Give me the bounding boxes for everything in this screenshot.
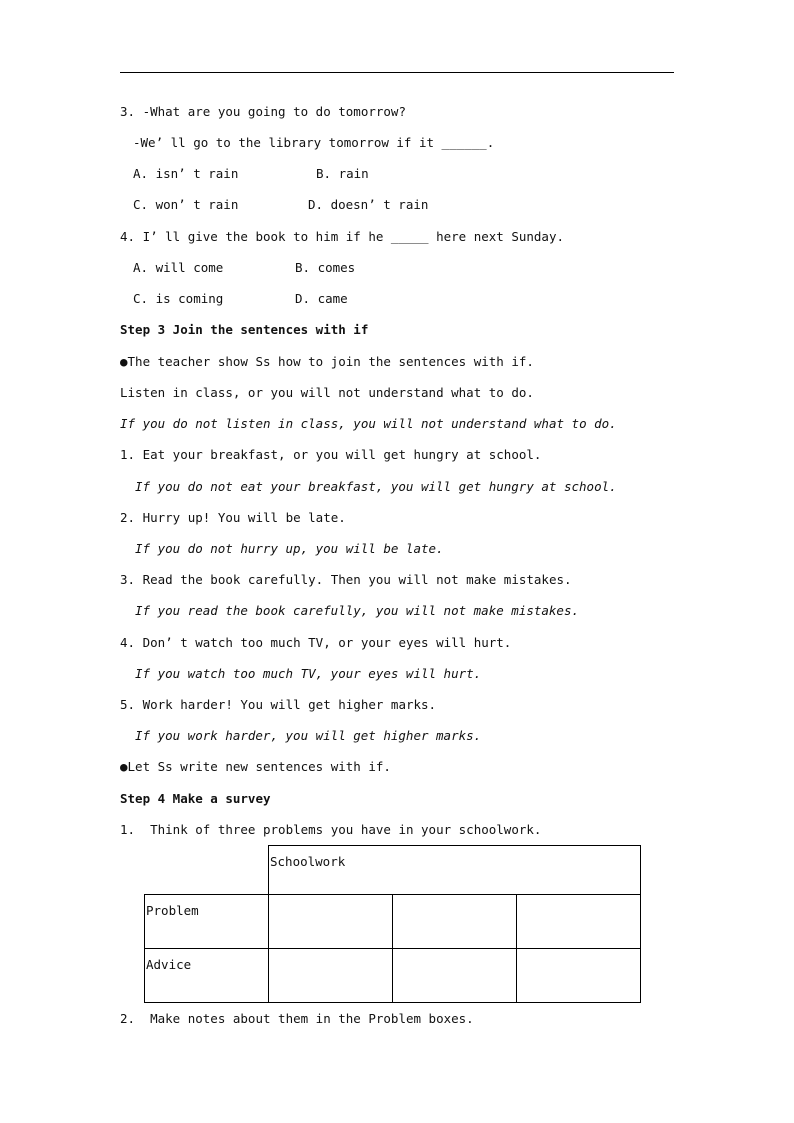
step3-item-3-answer: If you read the book carefully, you will not make mistakes. xyxy=(135,603,580,618)
table-row xyxy=(145,846,641,895)
problem-cell-1[interactable] xyxy=(269,895,393,949)
step3-item-4: 4. Don’ t watch too much TV, or your eyes will hurt. xyxy=(120,635,512,650)
advice-cell-2[interactable] xyxy=(393,949,517,1003)
step4-instruction-2: 2. Make notes about them in the Problem boxes. xyxy=(120,1011,474,1026)
step3-example: Listen in class, or you will not understand what to do. xyxy=(120,385,534,400)
survey-table xyxy=(144,845,641,1003)
step3-item-5-answer: If you work harder, you will get higher marks. xyxy=(135,728,482,743)
advice-cell-3[interactable] xyxy=(517,949,641,1003)
q3-option-c: C. won’ t rain xyxy=(133,197,239,212)
advice-cell-1[interactable] xyxy=(269,949,393,1003)
q4-option-c: C. is coming xyxy=(133,291,224,306)
q3-question: 3. -What are you going to do tomorrow? xyxy=(120,104,406,119)
step3-example-answer: If you do not listen in class, you will not understand what to do. xyxy=(120,416,617,431)
table-label-problem: Problem xyxy=(145,895,269,949)
step3-item-2: 2. Hurry up! You will be late. xyxy=(120,510,346,525)
step3-item-5: 5. Work harder! You will get higher marks. xyxy=(120,697,437,712)
problem-cell-2[interactable] xyxy=(393,895,517,949)
q4-option-b: B. comes xyxy=(295,260,356,275)
header-rule xyxy=(120,72,674,73)
problem-cell-3[interactable] xyxy=(517,895,641,949)
step3-bullet-1: ●The teacher show Ss how to join the sentences with if. xyxy=(120,354,534,369)
q4-option-d: D. came xyxy=(295,291,348,306)
step3-bullet-2: ●Let Ss write new sentences with if. xyxy=(120,759,391,774)
step3-item-2-answer: If you do not hurry up, you will be late. xyxy=(135,541,444,556)
table-header-schoolwork: Schoolwork xyxy=(269,846,641,895)
step3-item-3: 3. Read the book carefully. Then you will not make mistakes. xyxy=(120,572,572,587)
step3-item-1-answer: If you do not eat your breakfast, you will get hungry at school. xyxy=(135,479,617,494)
q4-option-a: A. will come xyxy=(133,260,224,275)
step3-heading: Step 3 Join the sentences with if xyxy=(120,322,369,337)
table-label-advice: Advice xyxy=(145,949,269,1003)
q3-option-b: B. rain xyxy=(316,166,369,181)
step4-heading: Step 4 Make a survey xyxy=(120,791,271,806)
step4-instruction-1: 1. Think of three problems you have in your schoolwork. xyxy=(120,822,542,837)
q4-question: 4. I’ ll give the book to him if he _____ here next Sunday. xyxy=(120,229,565,244)
table-row xyxy=(145,949,641,1003)
q3-option-a: A. isn’ t rain xyxy=(133,166,239,181)
table-corner-cell xyxy=(145,846,269,895)
q3-answer-line: -We’ ll go to the library tomorrow if it ______. xyxy=(133,135,495,150)
step3-item-1: 1. Eat your breakfast, or you will get hungry at school. xyxy=(120,447,542,462)
step3-item-4-answer: If you watch too much TV, your eyes will hurt. xyxy=(135,666,482,681)
q3-option-d: D. doesn’ t rain xyxy=(308,197,429,212)
table-row xyxy=(145,895,641,949)
